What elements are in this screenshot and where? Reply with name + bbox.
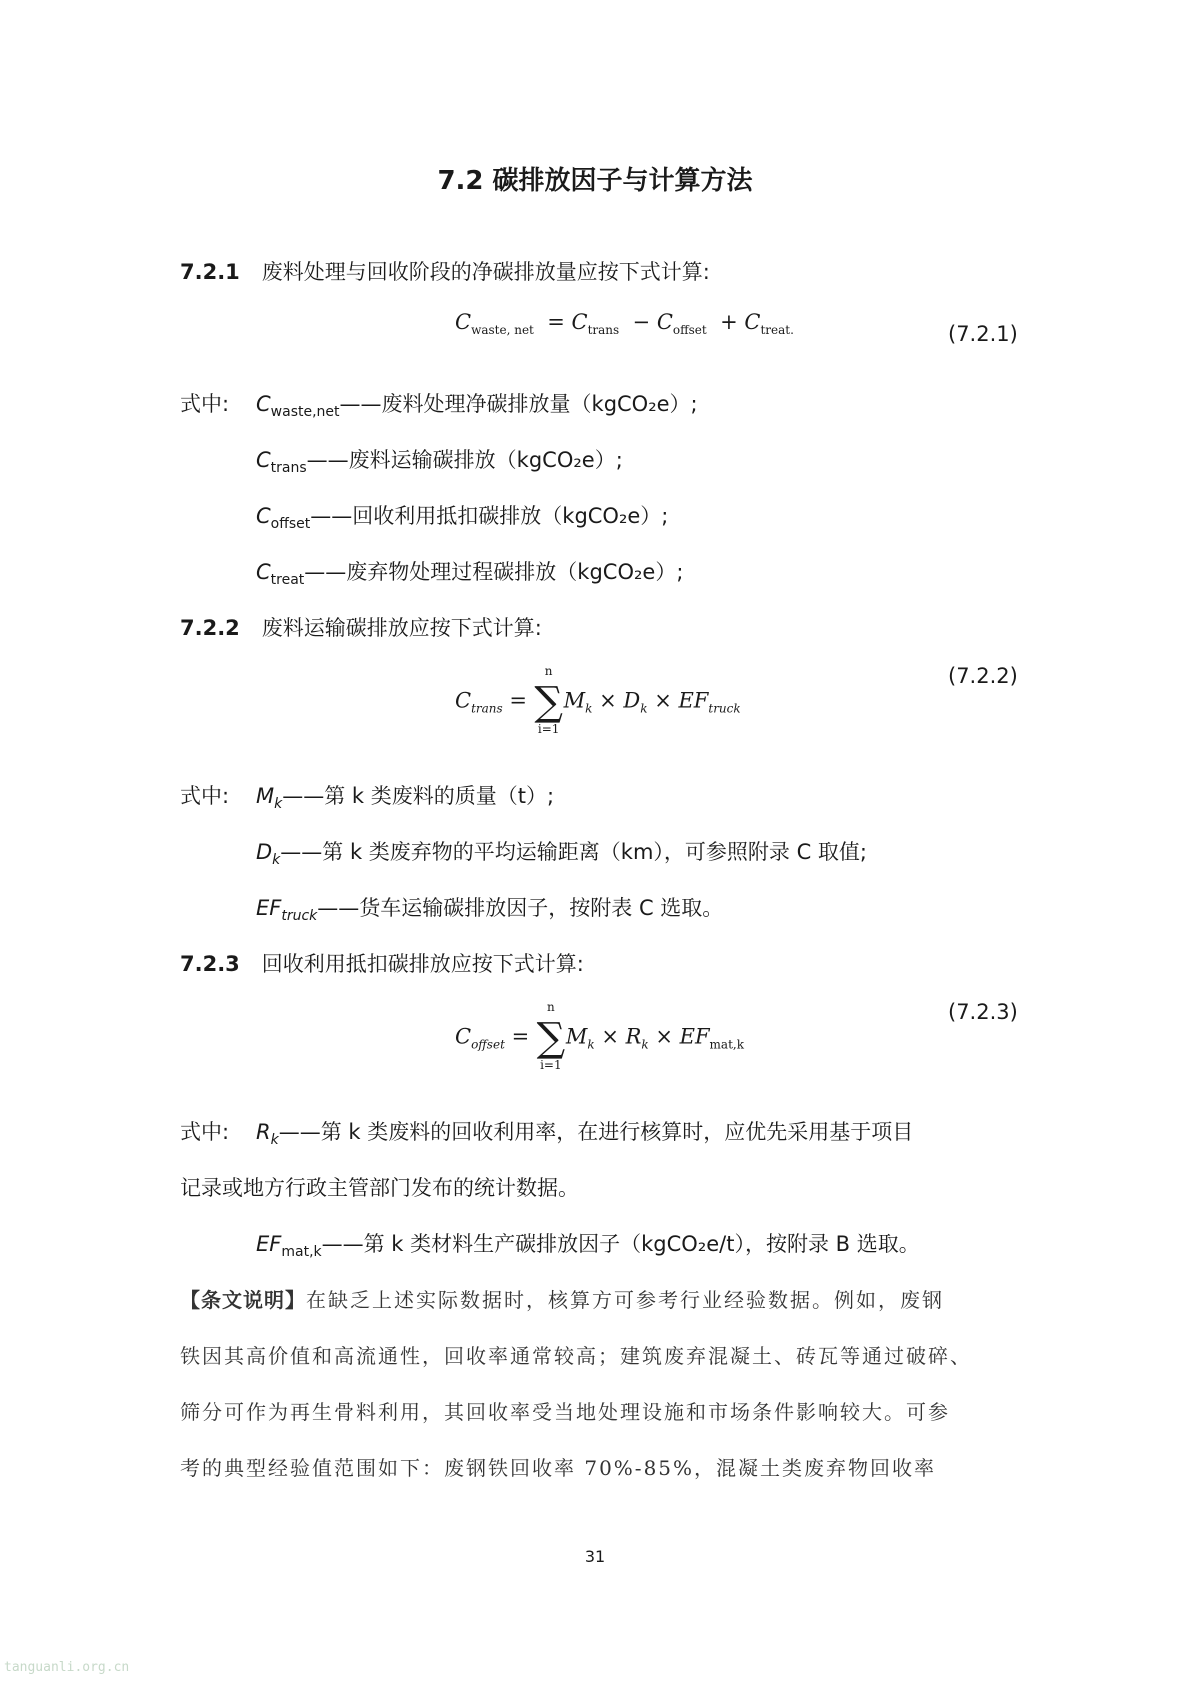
definition-c-trans: $C_{trans}——$废料运输碳排放（kgCO₂e）; [256, 448, 623, 476]
clause-text: 废料处理与回收阶段的净碳排放量应按下式计算: [261, 260, 710, 284]
section-title: 7.2 碳排放因子与计算方法 [437, 166, 753, 196]
note-line-2: 铁因其高价值和高流通性，回收率通常较高；建筑废弃混凝土、砖瓦等通过破碎、 [180, 1344, 972, 1368]
equation-number: (7.2.2) [948, 664, 1018, 688]
clause-text: 回收利用抵扣碳排放应按下式计算: [261, 952, 584, 976]
definition-c-waste-net: $C_{waste,net}——$废料处理净碳排放量（kgCO₂e）; [256, 392, 698, 420]
definition-rk-continued: 记录或地方行政主管部门发布的统计数据。 [180, 1176, 579, 1200]
formula-7-2-2: $C_{trans}$ = n ∑ i=1 $M_k \times D_k \times EF_{truck}$ [455, 664, 741, 736]
summation-symbol: n ∑ i=1 [534, 664, 563, 736]
page-number: 31 [584, 1547, 606, 1566]
summation-symbol: n ∑ i=1 [536, 1000, 566, 1072]
note-line-3: 筛分可作为再生骨料利用，其回收率受当地处理设施和市场条件影响较大。可参 [180, 1400, 950, 1424]
definition-mk: $M_k——$第 k 类废料的质量（t）; [256, 784, 555, 812]
formula-7-2-1: $C_{waste, net} = C_{trans} - C_{offset} + C_{treat.}$ [455, 310, 794, 338]
clause-text: 废料运输碳排放应按下式计算: [261, 616, 542, 640]
formula-7-2-3: $C_{offset}$ = n ∑ i=1 $M_k \times R_k \times EF_{mat,k}$ [455, 1000, 744, 1072]
watermark: tanguanli.org.cn [4, 1660, 130, 1675]
clause-7-2-3 [180, 948, 584, 978]
definition-dk: $D_k——$第 k 类废弃物的平均运输距离（km），可参照附录 C 取值; [256, 840, 867, 868]
clause-number: 7.2.2 [180, 616, 240, 640]
definition-rk: $R_k——$第 k 类废料的回收利用率，在进行核算时，应优先采用基于项目 [256, 1120, 914, 1148]
note-line-1: 【条文说明】在缺乏上述实际数据时，核算方可参考行业经验数据。例如，废钢 [180, 1288, 944, 1312]
equation-number: (7.2.3) [948, 1000, 1018, 1024]
where-label: 式中: [180, 1120, 230, 1144]
where-label: 式中: [180, 784, 230, 808]
clause-7-2-2 [180, 612, 542, 642]
definition-ef-mat: $EF_{mat,k}——$第 k 类材料生产碳排放因子（kgCO₂e/t），按附录 B 选取。 [256, 1232, 920, 1260]
where-label: 式中: [180, 392, 230, 416]
clause-7-2-1 [180, 256, 710, 286]
equation-number: (7.2.1) [948, 322, 1018, 346]
note-line-4: 考的典型经验值范围如下：废钢铁回收率 70%-85%，混凝土类废弃物回收率 [180, 1456, 937, 1480]
definition-c-treat: $C_{treat}——$废弃物处理过程碳排放（kgCO₂e）; [256, 560, 684, 588]
clause-number: 7.2.1 [180, 260, 240, 284]
note-tag: 【条文说明】 [180, 1288, 306, 1312]
definition-ef-truck: $EF_{truck}——$货车运输碳排放因子，按附表 C 选取。 [256, 896, 724, 924]
definition-c-offset: $C_{offset}——$回收利用抵扣碳排放（kgCO₂e）; [256, 504, 669, 532]
clause-number: 7.2.3 [180, 952, 240, 976]
